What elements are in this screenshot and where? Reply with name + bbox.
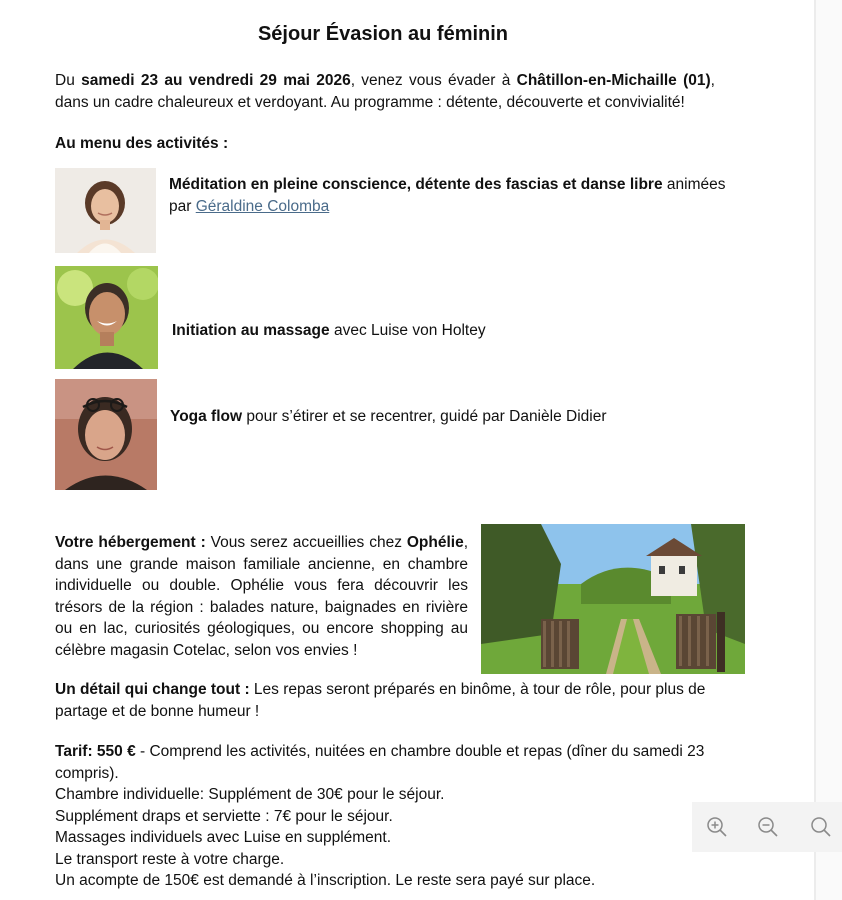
- pricing-line: Le transport reste à votre charge.: [55, 850, 285, 868]
- detail-label: Un détail qui change tout :: [55, 681, 250, 698]
- portrait-image: [55, 168, 156, 253]
- activity-yoga: [170, 406, 730, 428]
- zoom-out-button[interactable]: [756, 815, 780, 839]
- pricing-line: Supplément draps et serviette : 7€ pour le séjour.: [55, 807, 393, 825]
- geraldine-colomba-link[interactable]: Géraldine Colomba: [195, 197, 330, 215]
- document-title: Séjour Évasion au féminin: [257, 23, 509, 45]
- activity-meditation: [169, 174, 729, 217]
- lodging-text: , dans une grande maison familiale ancienne, en chambre individuelle ou double. Ophélie vous fera découvrir les trésors de la région : balades nature, baignades en rivière ou en lac, curiosités géologiques, ou encore shopping au célèbre magasin Cotelac, selon vos envies !: [55, 534, 469, 659]
- pricing-line: Massages individuels avec Luise en supplément.: [55, 829, 392, 846]
- intro-dates: samedi 23 au vendredi 29 mai 2026: [81, 72, 351, 89]
- activity-title: Yoga flow: [170, 408, 243, 425]
- activity-text: avec Luise von Holtey: [329, 322, 486, 339]
- activity-text: animées par: [169, 176, 726, 215]
- zoom-in-icon: [705, 815, 729, 839]
- photo-luise: [55, 266, 158, 369]
- lodging-paragraph: [55, 532, 468, 661]
- portrait-image: [55, 379, 157, 490]
- lodging-text: Vous serez accueillies chez: [205, 534, 407, 551]
- pricing-label: Tarif: 550 €: [55, 743, 136, 760]
- intro-text: , dans un cadre chaleureux et verdoyant. Au programme : détente, découverte et convivialité!: [55, 72, 715, 111]
- pricing-line: Un acompte de 150€ est demandé à l’inscription. Le reste sera payé sur place.: [55, 872, 596, 889]
- zoom-toolbar: [692, 802, 842, 852]
- pricing-main-line: [55, 741, 725, 784]
- activity-title: Initiation au massage: [172, 322, 330, 339]
- search-button[interactable]: [809, 815, 833, 839]
- intro-place: Châtillon-en-Michaille (01): [516, 72, 711, 89]
- zoom-out-icon: [756, 815, 780, 839]
- house-landscape-photo: [481, 524, 745, 674]
- search-icon: [809, 815, 833, 839]
- portrait-image: [55, 266, 158, 369]
- photo-daniele: [55, 379, 157, 490]
- viewer-gutter: [816, 0, 842, 900]
- intro-text: , venez vous évader à: [350, 72, 517, 89]
- pricing-text: - Comprend les activités, nuitées en chambre double et repas (dîner du samedi 23 compris).: [55, 743, 705, 782]
- activity-massage: [172, 320, 732, 342]
- intro-paragraph: [55, 70, 715, 113]
- zoom-in-button[interactable]: [705, 815, 729, 839]
- activities-heading: Au menu des activités :: [55, 135, 229, 152]
- pricing-section: [55, 741, 725, 892]
- detail-paragraph: [55, 679, 725, 722]
- detail-text: Les repas seront préparés en binôme, à tour de rôle, pour plus de partage et de bonne humeur !: [55, 681, 706, 720]
- landscape-image: [481, 524, 745, 674]
- lodging-label: Votre hébergement :: [55, 534, 206, 551]
- photo-geraldine: [55, 168, 156, 253]
- activity-title: Méditation en pleine conscience, détente des fascias et danse libre: [169, 176, 663, 193]
- pricing-line: Chambre individuelle: Supplément de 30€ pour le séjour.: [55, 786, 445, 803]
- activity-text: pour s’étirer et se recentrer, guidé par Danièle Didier: [242, 408, 607, 425]
- intro-text: Du: [55, 72, 82, 89]
- lodging-host: Ophélie: [406, 534, 464, 551]
